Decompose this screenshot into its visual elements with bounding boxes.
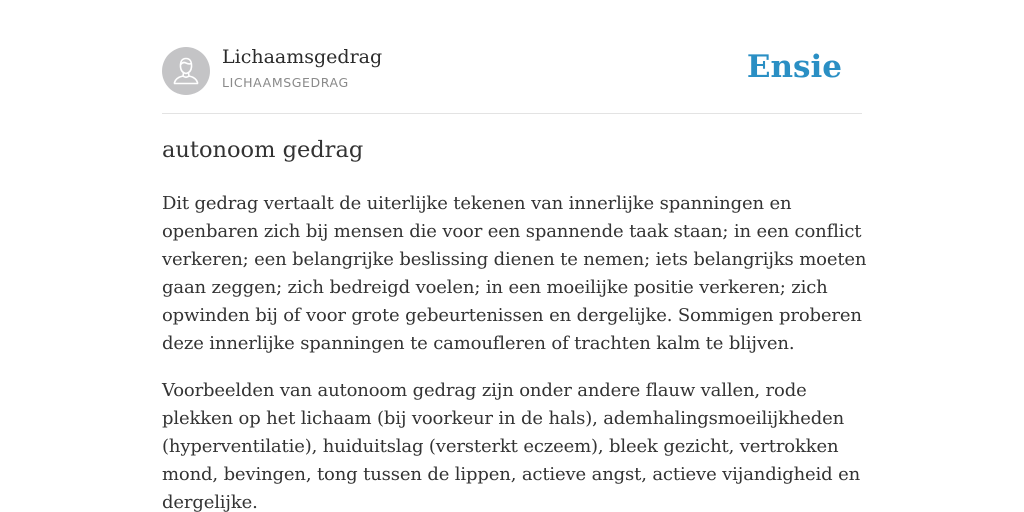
- author-category[interactable]: LICHAAMSGEDRAG: [222, 75, 349, 90]
- avatar[interactable]: [162, 47, 210, 95]
- article-title: autonoom gedrag: [162, 137, 364, 163]
- user-silhouette-icon: [162, 47, 210, 95]
- article-paragraph-2: Voorbeelden van autonoom gedrag zijn onder andere flauw vallen, rode plekken op het lichaam (bij voorkeur in de hals), ademhalingsmoeilijkheden (hyperventilatie), huiduitslag (versterkt eczeem), bleek gezicht, vertrokken mond, bevingen, tong tussen de lippen, actieve angst, actieve vijandigheid en dergelijke.: [162, 380, 861, 512]
- author-name[interactable]: Lichaamsgedrag: [222, 46, 383, 68]
- header-divider: [162, 113, 862, 114]
- header: [162, 46, 862, 96]
- article-paragraph-1: Dit gedrag vertaalt de uiterlijke tekenen van innerlijke spanningen en openbaren zich bij mensen die voor een spannende taak staan; in een conflict verkeren; een belangrijke beslissing dienen te nemen; iets belangrijks moeten gaan zeggen; zich bedreigd voelen; in een moeilijke positie verkeren; zich opwinden bij of voor grote gebeurtenissen en dergelijke. Sommigen proberen deze innerlijke spanningen te camoufleren of trachten kalm te blijven.: [162, 193, 867, 354]
- ensie-logo-link[interactable]: Ensie: [746, 49, 842, 85]
